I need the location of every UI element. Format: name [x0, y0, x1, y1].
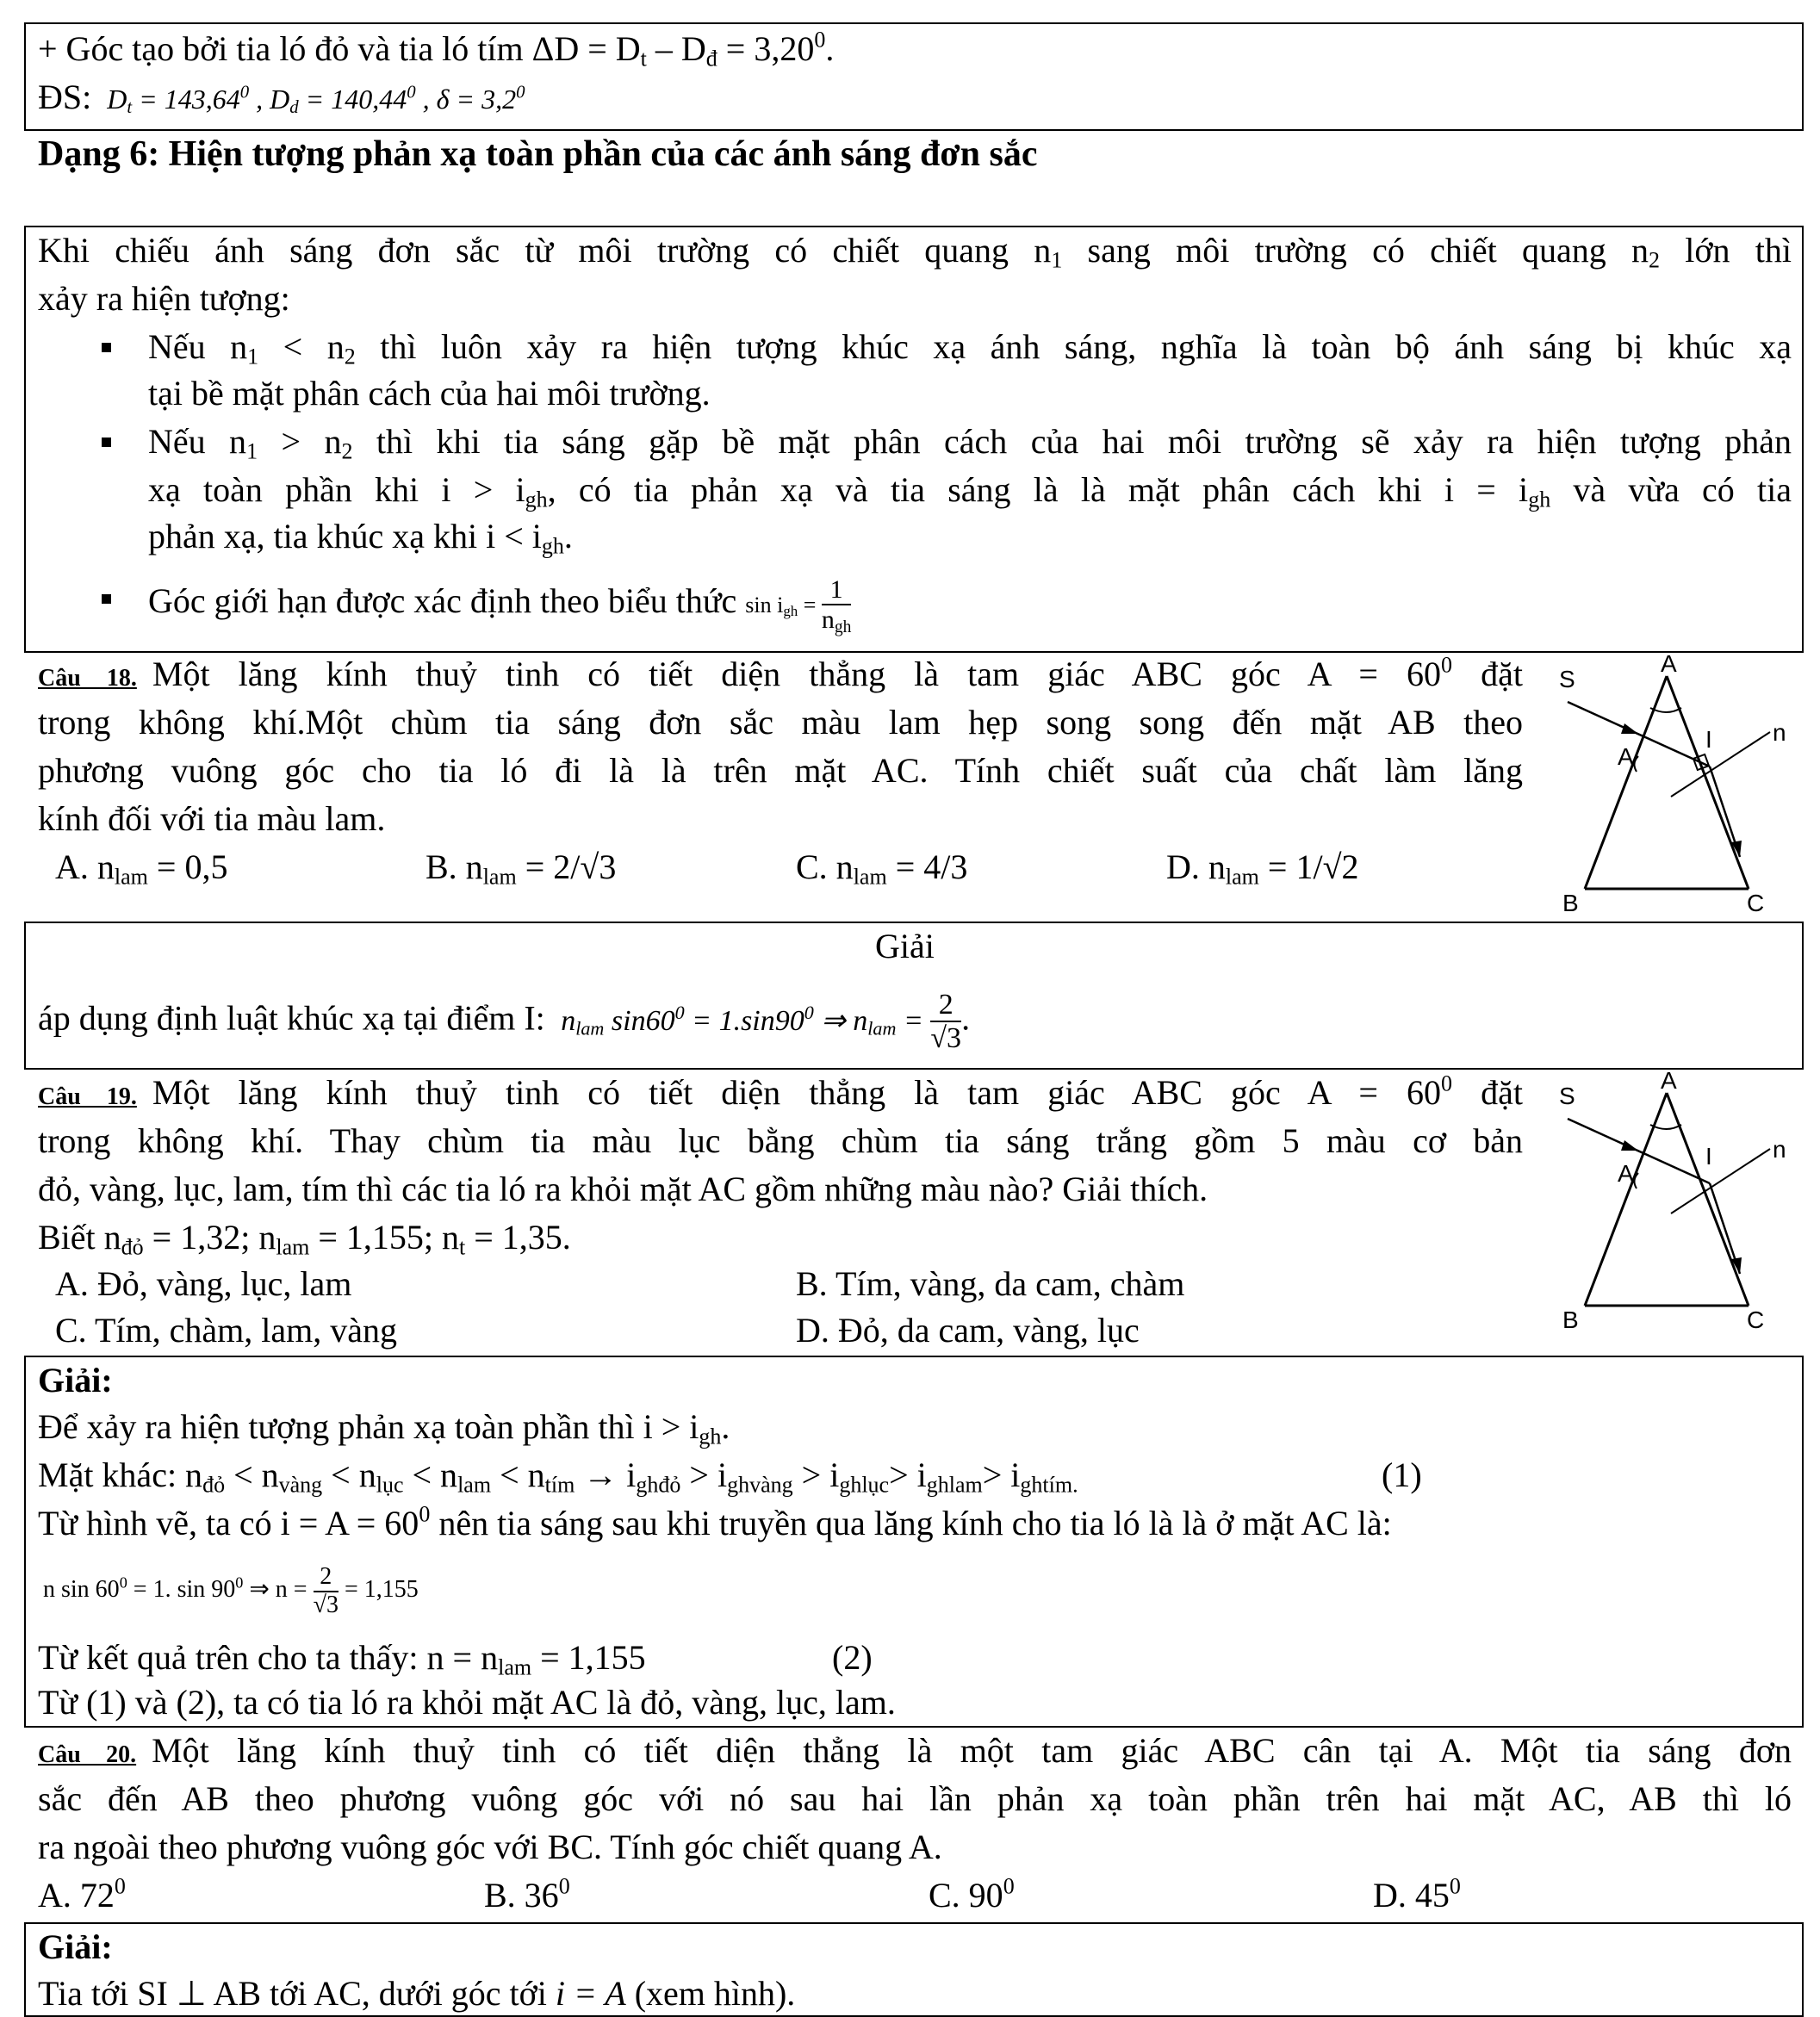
theory-intro-line-1: Khi chiếu ánh sáng đơn sắc từ môi trường có chiết quang $n_1$ sang môi trường có chiết quang $n_2$ lớn thì — [38, 231, 1792, 273]
vertex-c-label: C — [1747, 890, 1765, 916]
limit-angle-fraction: $\frac{1}{n_{gh}}$ — [821, 575, 852, 636]
vertex-a-label: A — [1661, 655, 1677, 677]
point-i-label: I — [1705, 726, 1712, 753]
q20-option-c[interactable]: C. $90^0$ — [929, 1873, 1015, 1915]
bullet-2-line-3: phản xạ, tia khúc xạ khi $i < i_{gh}$. — [148, 517, 573, 559]
q20-option-d[interactable]: D. $45^0$ — [1373, 1873, 1461, 1915]
q18-line-3: phương vuông góc cho tia ló đi là là trên mặt AC. Tính chiết suất của chất làm lăng — [38, 751, 1523, 790]
q19-solution-line-5: Từ kết quả trên cho ta thấy: $n = n_{lam} = 1,155$ — [38, 1638, 646, 1680]
q20-line-2: sắc đến AB theo phương vuông góc với nó sau hai lần phản xạ toàn phần trên hai mặt AC, AB thì ló — [38, 1779, 1792, 1818]
q19-solution-tag-2: (2) — [832, 1638, 873, 1677]
q18-line-2: trong không khí.Một chùm tia sáng đơn sắc màu lam hẹp song song đến mặt AB theo — [38, 703, 1523, 742]
q19-option-b[interactable]: B. Tím, vàng, da cam, chàm — [796, 1264, 1185, 1303]
q20-line-3: ra ngoài theo phương vuông góc với BC. Tính góc chiết quang A. — [38, 1828, 942, 1866]
q20-solution-title: Giải: — [38, 1927, 113, 1966]
bullet-1-line-2: tại bề mặt phân cách của hai môi trường. — [148, 374, 711, 413]
q18-option-b[interactable]: B. $n_{lam} = 2/√3$ — [425, 847, 617, 890]
point-i-label: I — [1705, 1143, 1712, 1170]
q18-label: Câu 18. — [38, 665, 137, 692]
q18-option-d[interactable]: D. $n_{lam} = 1/√2$ — [1166, 847, 1359, 890]
q20-option-b[interactable]: B. $36^0$ — [484, 1873, 570, 1915]
normal-n-label: n — [1773, 1136, 1786, 1163]
bullet-3-text: Góc giới hạn được xác định theo biểu thức — [148, 581, 737, 621]
q19-line-1: Câu 19. Một lăng kính thuỷ tinh có tiết diện thẳng là tam giác ABC góc $A = 60^0$ đặt — [38, 1071, 1523, 1112]
q19-option-a[interactable]: A. Đỏ, vàng, lục, lam — [55, 1264, 352, 1303]
q19-solution-tag-1: (1) — [1382, 1455, 1422, 1494]
ray-s-label: S — [1559, 1083, 1575, 1109]
q18-line-1: Câu 18. Một lăng kính thuỷ tinh có tiết diện thẳng là tam giác ABC góc $A = 60^0$ đặt — [38, 652, 1523, 693]
bullet-1-line-1: Nếu $n_1 < n_2$ thì luôn xảy ra hiện tượng khúc xạ ánh sáng, nghĩa là toàn bộ ánh sáng bị khúc xạ — [148, 327, 1792, 369]
q20-option-a[interactable]: A. $72^0$ — [38, 1873, 126, 1915]
q18-option-c[interactable]: C. $n_{lam} = 4/3$ — [796, 847, 968, 890]
q20-label: Câu 20. — [38, 1741, 137, 1768]
q18-option-a[interactable]: A. $n_{lam} = 0,5$ — [55, 847, 228, 890]
q19-solution-line-2: Mặt khác: $n_{đỏ} < n_{vàng} < n_{lục} < n_{lam} < n_{tím} \to i_{ghđỏ} > i_{ghvàng} > i_{ghlục}> i_{ghlam}> i_{ghtím.}$ — [38, 1455, 1078, 1498]
q18-solution-line: áp dụng định luật khúc xạ tại điểm I: $n_{lam}$ $\sin 60^0 = 1.\sin 90^0$ ⇒ $n_{lam}$ = $\frac{2}{√3}$ . — [38, 989, 971, 1055]
vertex-b-label: B — [1562, 890, 1579, 916]
q18-line-4: kính đối với tia màu lam. — [38, 799, 386, 838]
bullet-marker — [102, 343, 111, 352]
theory-intro-line-2: xảy ra hiện tượng: — [38, 279, 290, 318]
q19-solution-line-6: Từ (1) và (2), ta có tia ló ra khỏi mặt AC là đỏ, vàng, lục, lam. — [38, 1683, 896, 1722]
q19-result-fraction: $\frac{2}{√3}$ — [313, 1563, 339, 1618]
answer-prefix: ĐS: — [38, 78, 92, 116]
vertex-a-label: A — [1661, 1071, 1677, 1094]
q19-solution-line-3: Từ hình vẽ, ta có $i = A = 60^0$ nên tia sáng sau khi truyền qua lăng kính cho tia ló là là ở mặt AC là: — [38, 1501, 1392, 1542]
bullet-marker — [102, 594, 111, 604]
q19-option-d[interactable]: D. Đỏ, da cam, vàng, lục — [796, 1311, 1140, 1350]
q19-solution-formula: n $\sin 60^0 = 1$. $\sin 90^0$ ⇒ n = $\frac{2}{√3}$ = 1,155 — [43, 1563, 419, 1618]
bullet-marker — [102, 438, 111, 447]
q19-label: Câu 19. — [38, 1083, 137, 1110]
section-heading: Dạng 6: Hiện tượng phản xạ toàn phần của các ánh sáng đơn sắc — [38, 134, 1038, 174]
q20-solution-line-1: Tia tới SI ⊥ AB tới AC, dưới góc tới i = A (xem hình). — [38, 1974, 796, 2013]
q19-line-3: đỏ, vàng, lục, lam, tím thì các tia ló ra khỏi mặt AC gồm những màu nào? Giải thích. — [38, 1170, 1208, 1208]
ray-s-label: S — [1559, 666, 1575, 692]
answer-formula: $D_t = 143,64^0$ , $D_d = 140,44^0$ , $\delta = 3,2^0$ — [100, 82, 525, 118]
q19-solution-line-1: Để xảy ra hiện tượng phản xạ toàn phần thì $i > i_{gh}$. — [38, 1407, 730, 1449]
prism-figure-q18 — [1542, 655, 1800, 922]
q20-line-1: Câu 20. Một lăng kính thuỷ tinh có tiết diện thẳng là một tam giác ABC cân tại A. Một tia sáng đơn — [38, 1731, 1792, 1770]
vertex-c-label: C — [1747, 1306, 1765, 1333]
vertex-b-label: B — [1562, 1306, 1579, 1333]
angle-a-label: A — [1618, 743, 1634, 770]
prism-figure-q19 — [1542, 1071, 1800, 1338]
q19-line-4: Biết $n_{đỏ} = 1,32$; $n_{lam} = 1,155$; $n_t = 1,35$. — [38, 1218, 571, 1260]
bullet-2-line-2: xạ toàn phần khi $i > i_{gh}$, có tia phản xạ và tia sáng là là mặt phân cách khi $i = i_{gh}$ và vừa có tia — [148, 470, 1792, 512]
angle-a-label: A — [1618, 1160, 1634, 1187]
bullet-2-line-1: Nếu $n_1 > n_2$ thì khi tia sáng gặp bề mặt phân cách của hai môi trường sẽ xảy ra hiện tượng phản — [148, 422, 1792, 464]
deviation-line: + Góc tạo bởi tia ló đỏ và tia ló tím $\Delta D = D_t - D_đ = 3,20^0$. — [38, 27, 835, 71]
q18-result-fraction: $\frac{2}{√3}$ — [930, 989, 962, 1055]
q19-option-c[interactable]: C. Tím, chàm, lam, vàng — [55, 1311, 397, 1350]
q19-line-2: trong không khí. Thay chùm tia màu lục bằng chùm tia sáng trắng gồm 5 màu cơ bản — [38, 1121, 1523, 1160]
answer-line — [38, 76, 525, 121]
bullet-3-line: Góc giới hạn được xác định theo biểu thức $\sin i_{gh}$ = $\frac{1}{n_{gh}}$ — [148, 575, 852, 636]
q18-solution-title: Giải — [875, 927, 935, 965]
normal-n-label: n — [1773, 719, 1786, 746]
q19-solution-title: Giải: — [38, 1361, 113, 1399]
